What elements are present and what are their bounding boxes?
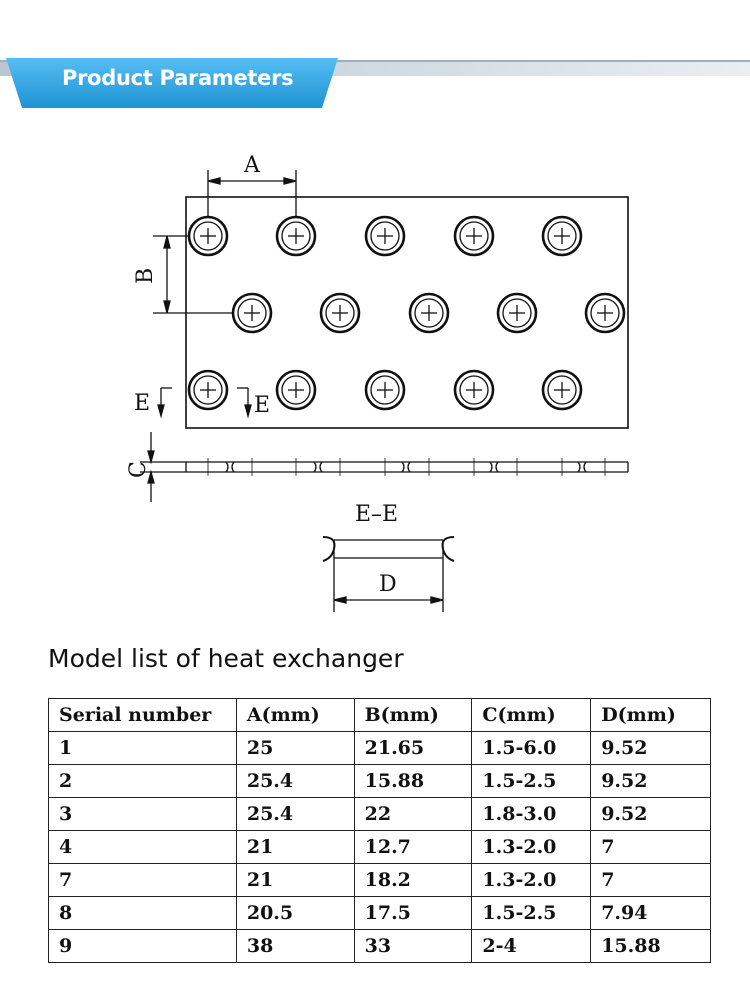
hole-row-2 [233, 294, 624, 332]
hole-icon [543, 371, 581, 409]
hole-icon [233, 294, 271, 332]
header-banner [0, 0, 750, 110]
cell-c: 1.3-2.0 [472, 864, 591, 897]
hole-row-1 [189, 217, 581, 255]
cell-a: 20.5 [236, 897, 354, 930]
cell-serial: 7 [49, 864, 237, 897]
label-d: D [379, 572, 397, 597]
hole-icon [498, 294, 536, 332]
hole-icon [277, 371, 315, 409]
cell-d: 9.52 [591, 798, 711, 831]
cell-a: 21 [236, 831, 354, 864]
label-a: A [244, 153, 260, 178]
cell-c: 1.5-2.5 [472, 897, 591, 930]
cell-b: 18.2 [354, 864, 472, 897]
cell-c: 1.5-2.5 [472, 765, 591, 798]
cell-d: 9.52 [591, 732, 711, 765]
hole-icon [321, 294, 359, 332]
table-row [49, 864, 711, 897]
table-row [49, 732, 711, 765]
section-cut-marks [158, 388, 251, 416]
cell-a: 21 [236, 864, 354, 897]
hole-icon [410, 294, 448, 332]
cell-b: 33 [354, 930, 472, 963]
cell-d: 7.94 [591, 897, 711, 930]
cell-c: 1.8-3.0 [472, 798, 591, 831]
hole-icon [277, 217, 315, 255]
cell-c: 2-4 [472, 930, 591, 963]
cell-a: 38 [236, 930, 354, 963]
hole-icon [586, 294, 624, 332]
cell-serial: 9 [49, 930, 237, 963]
hole-icon [366, 371, 404, 409]
page-title: Product Parameters [62, 66, 294, 90]
cell-serial: 3 [49, 798, 237, 831]
hole-icon [189, 217, 227, 255]
hole-icon [455, 371, 493, 409]
cell-b: 12.7 [354, 831, 472, 864]
cell-d: 7 [591, 864, 711, 897]
cell-d: 9.52 [591, 765, 711, 798]
cell-d: 7 [591, 831, 711, 864]
cell-b: 22 [354, 798, 472, 831]
table-row [49, 798, 711, 831]
cell-a: 25.4 [236, 798, 354, 831]
hole-icon [543, 217, 581, 255]
cell-b: 15.88 [354, 765, 472, 798]
cell-serial: 2 [49, 765, 237, 798]
cell-d: 15.88 [591, 930, 711, 963]
side-view-strip [186, 458, 628, 476]
model-table [48, 698, 711, 963]
table-row [49, 897, 711, 930]
label-c: C [126, 461, 151, 478]
label-section-ee: E–E [355, 502, 399, 527]
table-row [49, 765, 711, 798]
table-row [49, 930, 711, 963]
label-b: B [133, 267, 158, 284]
header-d: D(mm) [591, 699, 711, 732]
label-section-mark-right: E [254, 393, 271, 418]
hole-icon [366, 217, 404, 255]
section-title: Model list of heat exchanger [48, 644, 404, 673]
label-section-mark-left: E [134, 391, 151, 416]
cell-c: 1.3-2.0 [472, 831, 591, 864]
table-row [49, 831, 711, 864]
cell-b: 21.65 [354, 732, 472, 765]
table-header-row [49, 699, 711, 732]
header-a: A(mm) [236, 699, 354, 732]
hole-icon [189, 371, 227, 409]
technical-drawing [0, 110, 750, 630]
cell-a: 25 [236, 732, 354, 765]
cell-serial: 1 [49, 732, 237, 765]
header-serial-number: Serial number [49, 699, 237, 732]
cell-b: 17.5 [354, 897, 472, 930]
cell-serial: 8 [49, 897, 237, 930]
banner-graphic [0, 0, 750, 110]
header-b: B(mm) [354, 699, 472, 732]
cell-serial: 4 [49, 831, 237, 864]
hole-icon [455, 217, 493, 255]
cell-c: 1.5-6.0 [472, 732, 591, 765]
cell-a: 25.4 [236, 765, 354, 798]
header-c: C(mm) [472, 699, 591, 732]
